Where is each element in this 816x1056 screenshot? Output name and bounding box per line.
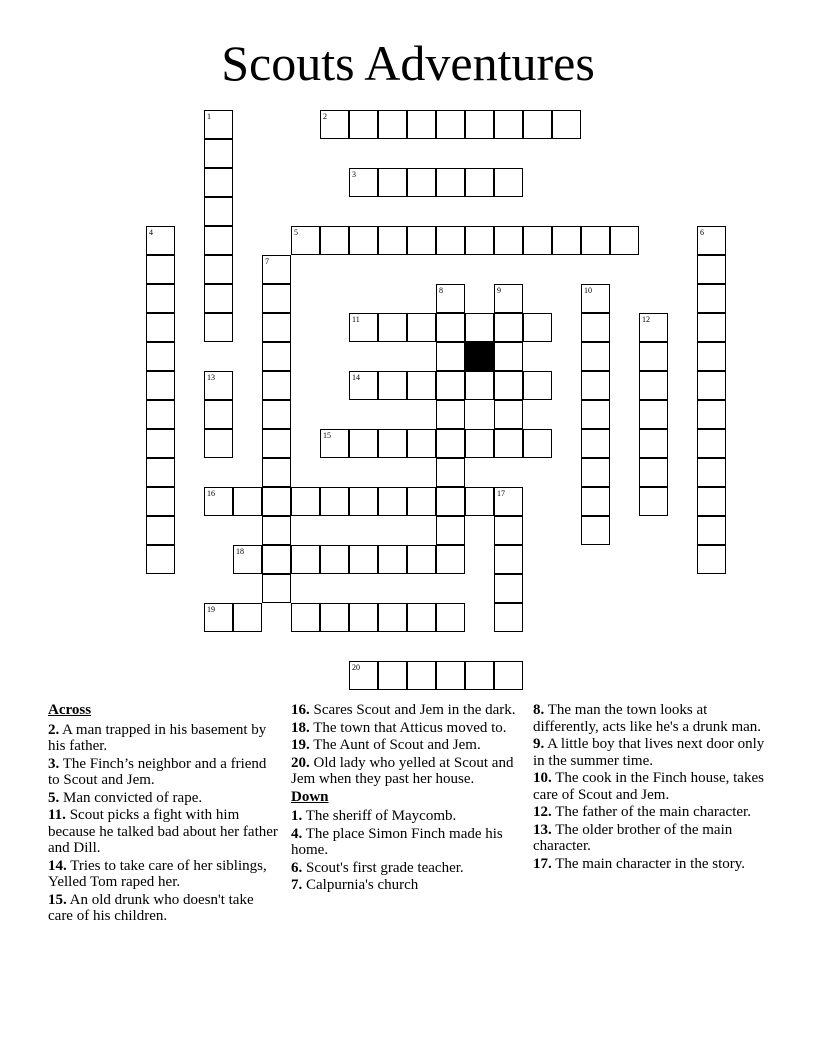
grid-cell[interactable] <box>262 458 291 487</box>
grid-cell[interactable] <box>581 313 610 342</box>
clue-item <box>48 858 280 891</box>
clue-item <box>291 755 527 788</box>
clue-number-label: 18. <box>291 719 310 736</box>
clue-number: 5 <box>294 228 298 237</box>
clue-text: Man convicted of rape. <box>59 789 203 806</box>
grid-cell[interactable] <box>146 545 175 574</box>
clue-number-label: 1. <box>291 808 303 824</box>
grid-cell[interactable] <box>436 371 465 400</box>
clue-text: Scout's first grade teacher. <box>302 859 464 876</box>
grid-cell[interactable] <box>233 603 262 632</box>
grid-cell[interactable] <box>407 661 436 690</box>
clue-item <box>48 892 280 925</box>
grid-cell[interactable] <box>146 342 175 371</box>
grid-cell[interactable] <box>697 458 726 487</box>
grid-cell[interactable] <box>349 487 378 516</box>
page-title: Scouts Adventures <box>221 35 595 91</box>
grid-cell[interactable] <box>146 400 175 429</box>
grid-cell[interactable] <box>436 400 465 429</box>
clue-number: 10 <box>584 286 592 295</box>
grid-cell[interactable] <box>697 313 726 342</box>
clue-number-label: 6. <box>291 859 303 876</box>
clue-item <box>48 722 280 755</box>
grid-cell[interactable] <box>465 110 494 139</box>
grid-cell[interactable] <box>233 487 262 516</box>
grid-cell[interactable] <box>639 400 668 429</box>
clue-number-label: 2. <box>48 721 60 738</box>
grid-cell[interactable] <box>204 139 233 168</box>
grid-cell[interactable] <box>581 371 610 400</box>
grid-cell[interactable] <box>349 661 378 690</box>
grid-cell[interactable] <box>494 284 523 313</box>
grid-cell[interactable] <box>204 313 233 342</box>
grid-cell[interactable] <box>349 371 378 400</box>
grid-cell[interactable] <box>204 168 233 197</box>
grid-cell[interactable] <box>146 371 175 400</box>
grid-cell[interactable] <box>378 371 407 400</box>
clue-item <box>291 737 527 754</box>
grid-cell[interactable] <box>697 429 726 458</box>
clue-number-label: 3. <box>48 755 60 772</box>
clue-item <box>533 736 773 769</box>
grid-cell[interactable] <box>349 603 378 632</box>
clue-number-label: 7. <box>291 877 303 893</box>
grid-cell[interactable] <box>436 342 465 371</box>
clue-item <box>533 856 773 873</box>
grid-cell[interactable] <box>523 110 552 139</box>
clue-text: The man the town looks at differently, acts like he's a drunk man. <box>533 702 762 735</box>
grid-cell[interactable] <box>407 429 436 458</box>
grid-cell[interactable] <box>204 284 233 313</box>
grid-cell[interactable] <box>262 284 291 313</box>
clue-item <box>48 756 280 789</box>
grid-cell[interactable] <box>146 516 175 545</box>
clue-item <box>533 702 773 735</box>
grid-cell[interactable] <box>639 487 668 516</box>
grid-cell[interactable] <box>639 429 668 458</box>
grid-cell[interactable] <box>697 371 726 400</box>
grid-cell[interactable] <box>407 313 436 342</box>
clue-text: An old drunk who doesn't take care of his children. <box>48 891 254 924</box>
clue-number: 12 <box>642 315 650 324</box>
grid-cell[interactable] <box>320 487 349 516</box>
grid-cell[interactable] <box>552 226 581 255</box>
clue-text: The Aunt of Scout and Jem. <box>309 737 481 753</box>
clue-column-1 <box>48 702 280 926</box>
grid-cell[interactable] <box>146 284 175 313</box>
grid-cell[interactable] <box>262 313 291 342</box>
grid-cell[interactable] <box>204 226 233 255</box>
grid-cell[interactable] <box>494 487 523 516</box>
grid-cell[interactable] <box>320 429 349 458</box>
grid-cell[interactable] <box>494 574 523 603</box>
clue-text: The Finch’s neighbor and a friend to Scout and Jem. <box>48 755 267 788</box>
grid-cell[interactable] <box>204 197 233 226</box>
clue-text: Old lady who yelled at Scout and Jem when they past her house. <box>291 754 514 787</box>
grid-cell[interactable] <box>581 226 610 255</box>
clue-text: Scout picks a fight with him because he talked bad about her father and Dill. <box>48 807 278 856</box>
grid-cell[interactable] <box>407 487 436 516</box>
grid-cell[interactable] <box>465 487 494 516</box>
clue-text: Calpurnia's church <box>302 877 419 893</box>
clue-item <box>291 720 527 737</box>
grid-cell[interactable] <box>146 429 175 458</box>
grid-cell[interactable] <box>349 429 378 458</box>
grid-cell[interactable] <box>262 545 291 574</box>
grid-cell[interactable] <box>349 226 378 255</box>
grid-cell[interactable] <box>378 545 407 574</box>
grid-cell[interactable] <box>146 255 175 284</box>
grid-cell[interactable] <box>262 400 291 429</box>
grid-cell[interactable] <box>204 487 233 516</box>
grid-cell[interactable] <box>204 400 233 429</box>
clue-number: 9 <box>497 286 501 295</box>
clue-number: 6 <box>700 228 704 237</box>
grid-cell[interactable] <box>610 226 639 255</box>
grid-cell[interactable] <box>146 226 175 255</box>
grid-cell[interactable] <box>639 458 668 487</box>
clue-number-label: 8. <box>533 702 545 718</box>
grid-cell[interactable] <box>436 545 465 574</box>
clue-text: The town that Atticus moved to. <box>309 719 507 736</box>
grid-cell[interactable] <box>697 226 726 255</box>
clue-item <box>291 877 527 894</box>
clue-text: The place Simon Finch made his home. <box>291 825 503 858</box>
grid-cell[interactable] <box>204 255 233 284</box>
grid-cell[interactable] <box>697 487 726 516</box>
grid-cell[interactable] <box>407 371 436 400</box>
grid-cell[interactable] <box>436 603 465 632</box>
grid-cell[interactable] <box>378 603 407 632</box>
clue-number-label: 13. <box>533 821 552 838</box>
grid-cell[interactable] <box>581 458 610 487</box>
grid-cell[interactable] <box>581 487 610 516</box>
grid-cell[interactable] <box>146 313 175 342</box>
grid-cell[interactable] <box>378 487 407 516</box>
grid-cell[interactable] <box>233 545 262 574</box>
grid-cell[interactable] <box>407 226 436 255</box>
grid-cell[interactable] <box>494 400 523 429</box>
grid-cell[interactable] <box>378 429 407 458</box>
grid-cell[interactable] <box>349 545 378 574</box>
grid-cell[interactable] <box>320 545 349 574</box>
grid-cell[interactable] <box>494 516 523 545</box>
clue-text: The cook in the Finch house, takes care of Scout and Jem. <box>533 770 764 803</box>
grid-cell[interactable] <box>436 313 465 342</box>
clue-number-label: 4. <box>291 825 303 842</box>
grid-cell[interactable] <box>378 661 407 690</box>
grid-cell[interactable] <box>436 284 465 313</box>
grid-cell[interactable] <box>494 313 523 342</box>
grid-cell[interactable] <box>523 313 552 342</box>
grid-cell[interactable] <box>697 342 726 371</box>
grid-cell[interactable] <box>697 284 726 313</box>
grid-cell[interactable] <box>465 429 494 458</box>
grid-cell[interactable] <box>639 342 668 371</box>
grid-cell[interactable] <box>262 371 291 400</box>
clue-text: The older brother of the main character. <box>533 821 733 854</box>
clue-number: 13 <box>207 373 215 382</box>
grid-cell[interactable] <box>465 226 494 255</box>
clue-number: 4 <box>149 228 153 237</box>
grid-cell[interactable] <box>436 516 465 545</box>
grid-cell[interactable] <box>494 603 523 632</box>
clue-number-label: 10. <box>533 770 552 786</box>
clue-number-label: 12. <box>533 804 552 820</box>
grid-cell[interactable] <box>523 371 552 400</box>
grid-cell[interactable] <box>697 545 726 574</box>
clue-item <box>291 860 527 877</box>
down-heading: Down <box>291 788 329 805</box>
clue-number: 20 <box>352 663 360 672</box>
clue-column-3 <box>533 702 773 873</box>
grid-cell[interactable] <box>262 487 291 516</box>
grid-cell[interactable] <box>291 545 320 574</box>
grid-cell[interactable] <box>262 342 291 371</box>
grid-cell[interactable] <box>407 603 436 632</box>
grid-cell[interactable] <box>436 487 465 516</box>
grid-cell[interactable] <box>465 313 494 342</box>
clue-number-label: 9. <box>533 736 545 752</box>
grid-cell[interactable] <box>436 168 465 197</box>
grid-cell[interactable] <box>204 371 233 400</box>
grid-cell[interactable] <box>494 168 523 197</box>
grid-cell[interactable] <box>436 429 465 458</box>
clue-text: The father of the main character. <box>551 804 751 820</box>
grid-cell[interactable] <box>436 661 465 690</box>
clue-number: 1 <box>207 112 211 121</box>
clue-text: The sheriff of Maycomb. <box>302 808 457 824</box>
clue-number-label: 17. <box>533 855 552 872</box>
clue-number-label: 20. <box>291 754 310 771</box>
clue-text: A man trapped in his basement by his father. <box>48 721 267 754</box>
clue-number: 3 <box>352 170 356 179</box>
grid-cell[interactable] <box>320 603 349 632</box>
grid-cell[interactable] <box>494 545 523 574</box>
grid-cell[interactable] <box>349 110 378 139</box>
clue-number: 18 <box>236 547 244 556</box>
grid-cell[interactable] <box>523 429 552 458</box>
clue-number: 2 <box>323 112 327 121</box>
grid-cell[interactable] <box>262 429 291 458</box>
grid-cell[interactable] <box>204 110 233 139</box>
grid-cell[interactable] <box>262 516 291 545</box>
clue-item <box>291 808 527 825</box>
clue-number: 14 <box>352 373 360 382</box>
clue-number: 8 <box>439 286 443 295</box>
grid-cell[interactable] <box>378 313 407 342</box>
grid-cell[interactable] <box>697 255 726 284</box>
grid-cell[interactable] <box>436 226 465 255</box>
clue-text: Scares Scout and Jem in the dark. <box>309 702 516 718</box>
grid-cell[interactable] <box>436 458 465 487</box>
grid-cell[interactable] <box>552 110 581 139</box>
grid-cell[interactable] <box>407 168 436 197</box>
grid-cell[interactable] <box>639 313 668 342</box>
grid-cell[interactable] <box>378 168 407 197</box>
blocked-cell <box>465 342 494 371</box>
grid-cell[interactable] <box>291 487 320 516</box>
clue-text: The main character in the story. <box>551 855 746 872</box>
clue-item <box>48 790 280 807</box>
grid-cell[interactable] <box>146 458 175 487</box>
grid-cell[interactable] <box>494 371 523 400</box>
clue-item <box>48 807 280 857</box>
grid-cell[interactable] <box>291 226 320 255</box>
clue-number: 17 <box>497 489 505 498</box>
across-heading: Across <box>48 702 92 718</box>
grid-cell[interactable] <box>262 255 291 284</box>
grid-cell[interactable] <box>320 110 349 139</box>
grid-cell[interactable] <box>581 342 610 371</box>
grid-cell[interactable] <box>494 661 523 690</box>
clue-number-label: 5. <box>48 789 60 806</box>
grid-cell[interactable] <box>291 603 320 632</box>
grid-cell[interactable] <box>378 226 407 255</box>
grid-cell[interactable] <box>262 574 291 603</box>
clue-text: Tries to take care of her siblings, Yelled Tom raped her. <box>48 857 267 890</box>
clue-number-label: 11. <box>48 807 66 823</box>
grid-cell[interactable] <box>378 110 407 139</box>
grid-cell[interactable] <box>320 226 349 255</box>
clue-number: 7 <box>265 257 269 266</box>
clue-item <box>533 770 773 803</box>
clue-item <box>533 804 773 821</box>
clue-text: A little boy that lives next door only in the summer time. <box>533 736 765 769</box>
grid-cell[interactable] <box>146 487 175 516</box>
grid-cell[interactable] <box>581 516 610 545</box>
clue-number-label: 19. <box>291 737 310 753</box>
grid-cell[interactable] <box>494 226 523 255</box>
grid-cell[interactable] <box>204 429 233 458</box>
clue-item <box>291 702 527 719</box>
grid-cell[interactable] <box>465 168 494 197</box>
clue-number-label: 16. <box>291 702 310 718</box>
grid-cell[interactable] <box>494 342 523 371</box>
grid-cell[interactable] <box>697 400 726 429</box>
grid-cell[interactable] <box>523 226 552 255</box>
grid-cell[interactable] <box>465 371 494 400</box>
clue-number: 15 <box>323 431 331 440</box>
clue-number: 16 <box>207 489 215 498</box>
clue-item <box>291 826 527 859</box>
grid-cell[interactable] <box>407 545 436 574</box>
grid-cell[interactable] <box>204 603 233 632</box>
clue-number-label: 14. <box>48 857 67 874</box>
clue-number: 11 <box>352 315 360 324</box>
grid-cell[interactable] <box>581 400 610 429</box>
clue-number-label: 15. <box>48 891 67 908</box>
clue-item <box>533 822 773 855</box>
grid-cell[interactable] <box>465 661 494 690</box>
grid-cell[interactable] <box>349 313 378 342</box>
grid-cell[interactable] <box>581 429 610 458</box>
grid-cell[interactable] <box>639 371 668 400</box>
grid-cell[interactable] <box>697 516 726 545</box>
clue-column-2 <box>291 702 527 895</box>
grid-cell[interactable] <box>494 110 523 139</box>
grid-cell[interactable] <box>436 110 465 139</box>
clue-number: 19 <box>207 605 215 614</box>
grid-cell[interactable] <box>407 110 436 139</box>
grid-cell[interactable] <box>494 429 523 458</box>
grid-cell[interactable] <box>581 284 610 313</box>
grid-cell[interactable] <box>349 168 378 197</box>
